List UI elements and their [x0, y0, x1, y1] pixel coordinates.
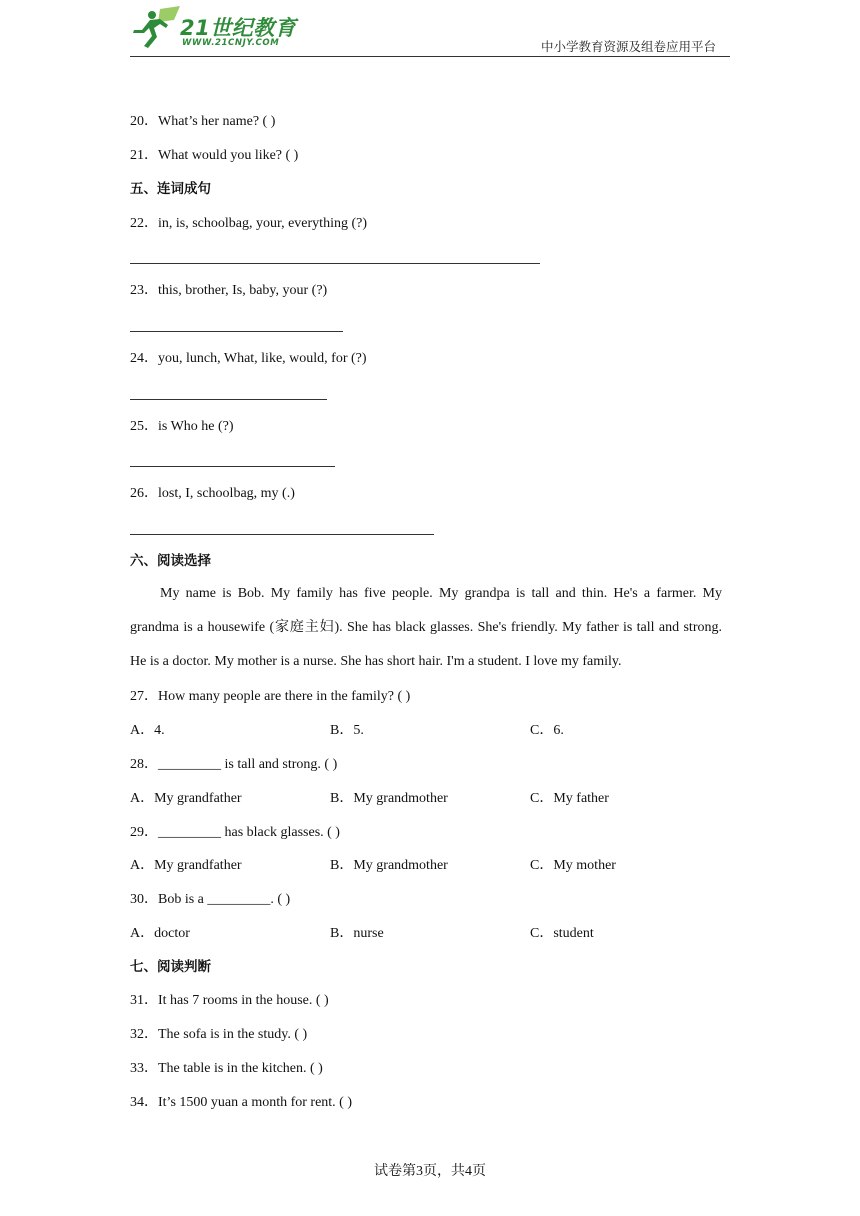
- section-title-7: 七、阅读判断: [130, 959, 211, 975]
- option-29-c: C．My mother: [530, 858, 616, 873]
- answer-line-24: [130, 399, 327, 400]
- question-29: 29．_________ has black glasses. ( ): [130, 825, 340, 840]
- section-title-6: 六、阅读选择: [130, 553, 211, 569]
- page-header: [130, 0, 730, 57]
- option-30-c: C．student: [530, 926, 594, 941]
- page-footer: 试卷第3页，共4页: [374, 1164, 486, 1179]
- option-28-a: A．My grandfather: [130, 791, 242, 806]
- question-33: 33．The table is in the kitchen. ( ): [130, 1061, 323, 1076]
- question-22: 22．in, is, schoolbag, your, everything (?): [130, 216, 368, 231]
- question-30: 30．Bob is a _________. ( ): [130, 892, 291, 907]
- option-27-b: B．5.: [330, 723, 364, 738]
- answer-line-26: [130, 534, 434, 535]
- header-platform-name: 中小学教育资源及组卷应用平台: [540, 40, 716, 54]
- question-20: 20．What’s her name? ( ): [130, 114, 276, 129]
- option-29-a: A．My grandfather: [130, 858, 242, 873]
- question-26: 26．lost, I, schoolbag, my (.): [130, 486, 295, 501]
- option-27-a: A．4.: [130, 723, 165, 738]
- option-29-b: B．My grandmother: [330, 858, 448, 873]
- option-30-b: B．nurse: [330, 926, 384, 941]
- logo-url: WWW.21CNJY.COM: [182, 38, 280, 48]
- question-34: 34．It’s 1500 yuan a month for rent. ( ): [130, 1095, 353, 1110]
- question-23: 23．this, brother, Is, baby, your (?): [130, 283, 328, 298]
- answer-line-25: [130, 466, 335, 467]
- reading-passage: My name is Bob. My family has five people. My grandpa is tall and thin. He's a farmer. My grandma is a housewife (家庭主妇). She has black glasses. She's friendly. My father is tall and strong. He is a doctor. My mother is a nurse. She has short hair. I'm a student. I love my family.: [130, 586, 722, 669]
- option-27-c: C．6.: [530, 723, 564, 738]
- question-25: 25．is Who he (?): [130, 419, 234, 434]
- question-28: 28．_________ is tall and strong. ( ): [130, 757, 338, 772]
- question-31: 31．It has 7 rooms in the house. ( ): [130, 993, 329, 1008]
- question-27: 27．How many people are there in the family? ( ): [130, 689, 411, 704]
- runner-logo-icon: [130, 6, 182, 50]
- option-28-c: C．My father: [530, 791, 609, 806]
- section-title-5: 五、连词成句: [130, 181, 211, 197]
- question-32: 32．The sofa is in the study. ( ): [130, 1027, 308, 1042]
- question-24: 24．you, lunch, What, like, would, for (?): [130, 351, 367, 366]
- logo: [130, 6, 300, 50]
- answer-line-22: [130, 263, 540, 264]
- option-28-b: B．My grandmother: [330, 791, 448, 806]
- logo-text: 21世纪教育: [180, 16, 297, 40]
- question-21: 21．What would you like? ( ): [130, 148, 299, 163]
- answer-line-23: [130, 331, 343, 332]
- option-30-a: A．doctor: [130, 926, 190, 941]
